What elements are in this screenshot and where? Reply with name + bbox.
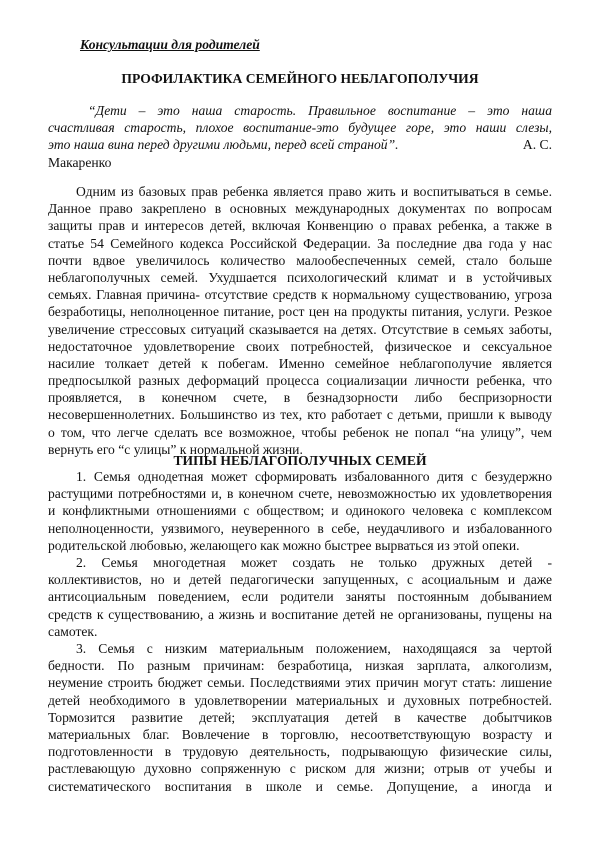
type-item-1: [48, 468, 552, 554]
paragraph-line: материальных благ. Вовлечение в торговлю, несоответствующую возрасту и: [48, 726, 552, 742]
paragraph-line: предпосылкой разных деформаций процесса социализации личности ребенка, что: [48, 373, 552, 389]
paragraph-line: растлевающую духовно сопряженную с риском для жизни; отрыв от учебы и: [48, 761, 552, 777]
consultation-label: Консультации для родителей: [80, 37, 260, 52]
paragraph-line: безработицы, неполноценное питание, рост цен на продукты питания, услуги. Резкое: [48, 304, 552, 320]
paragraph-line: неблагополучных семей. Ухудшается психологический климат и в устойчивых: [48, 269, 552, 285]
paragraph-line: вернуть его “с улицы” к нормальной жизни.: [48, 441, 303, 457]
paragraph-line: коллективистов, но и детей педагогически запущенных, с асоциальным и даже: [48, 572, 552, 588]
paragraph-line: о том, что легче сделать все возможное, чтобы ребенок не попал “на улицу”, чем: [48, 424, 552, 440]
paragraph-line: растущими потребностями и, в конечном счете, невозможностью их удовлетворения: [48, 486, 552, 502]
paragraph-line: увеличение стрессовых ситуаций сказывается на детях. Отсутствие в семьях заботы,: [48, 321, 552, 337]
paragraph-line: несовершеннолетних. Большинство из тех, кто работает с детьми, пришли к выводу: [48, 407, 552, 423]
paragraph-line: подготовленности в трудовую деятельность, подрывающую физические силы,: [48, 744, 552, 760]
paragraph-line: антисоциальным поведением, если родители заняты постоянным добыванием: [48, 589, 552, 605]
paragraph-line: семьях. Главная причина- отсутствие средств к нормальному существованию, угроза: [48, 287, 552, 303]
paragraph-line: 2. Семья многодетная может создать не только дружных детей -: [76, 555, 552, 570]
type-item-3: [48, 640, 552, 795]
paragraph-line: средств к существованию, а жизнь и воспитание детей не организованы, пущены на: [48, 606, 552, 622]
paragraph-line: защиты прав и интересов детей, включая Конвенцию о правах ребенка, а также в: [48, 218, 552, 234]
paragraph-line: 1. Семья однодетная может сформировать избалованного дитя с безудержно: [76, 469, 552, 484]
paragraph-line: почти вдвое увеличилось количество малообеспеченных семей, стало больше: [48, 252, 552, 268]
paragraph-line: и конфликтными отношениями с обществом; и одинокого человека с комплексом: [48, 503, 552, 519]
paragraph-line: родительской любовью, желающего как можно быстрее вырваться из этой опеки.: [48, 537, 520, 553]
paragraph-line: Данное право закреплено в основных международных документах по вопросам: [48, 201, 552, 217]
intro-paragraph: [48, 183, 552, 458]
paragraph-line: самотек.: [48, 623, 98, 639]
paragraph-line: неумение строить бюджет семьи. Последствиями этих причин могут стать: лишение: [48, 675, 552, 691]
quote-line: счастливая старость, плохое воспитание-это будущее горе, это наши слезы,: [48, 120, 552, 136]
section-heading: ТИПЫ НЕБЛАГОПОЛУЧНЫХ СЕМЕЙ: [173, 453, 427, 468]
quote-author-initials: А. С.: [522, 137, 552, 153]
epigraph-quote: [48, 102, 552, 171]
quote-author-lastname: Макаренко: [48, 154, 112, 170]
paragraph-line: систематического воспитания в школе и семье. Допущение, а иногда и: [48, 778, 552, 794]
document-title: ПРОФИЛАКТИКА СЕМЕЙНОГО НЕБЛАГОПОЛУЧИЯ: [121, 71, 479, 86]
type-item-2: [48, 554, 552, 640]
paragraph-line: насилие толкает детей к побегам. Именно семейное неблагополучие является: [48, 355, 552, 371]
quote-line: [48, 136, 552, 153]
paragraph-line: неполноценности, уязвимого, неуверенного в себе, неудачливого и избалованного: [48, 520, 552, 536]
paragraph-line: недостаточное удовлетворение своих потребностей, физическое и сексуальное: [48, 338, 552, 354]
paragraph-line: Тормозится развитие детей; эксплуатация детей в качестве добытчиков: [48, 709, 552, 725]
quote-line: “Дети – это наша старость. Правильное воспитание – это наша: [88, 103, 552, 118]
quote-line-text: это наша вина перед другими людьми, перед всей страной”.: [48, 137, 399, 153]
paragraph-line: проявляется, в конечном счете, в безнадзорности либо беспризорности: [48, 390, 552, 406]
paragraph-line: статье 54 Семейного кодекса Российской Федерации. За последние два года у нас: [48, 235, 552, 251]
paragraph-line: Одним из базовых прав ребенка является право жить и воспитываться в семье.: [76, 184, 552, 199]
paragraph-line: детей необходимого в удовлетворении материальных и духовных потребностей.: [48, 692, 552, 708]
paragraph-line: бедности. По разным причинам: безработица, низкая зарплата, алкоголизм,: [48, 658, 552, 674]
paragraph-line: 3. Семья с низким материальным положением, находящаяся за чертой: [76, 641, 552, 656]
